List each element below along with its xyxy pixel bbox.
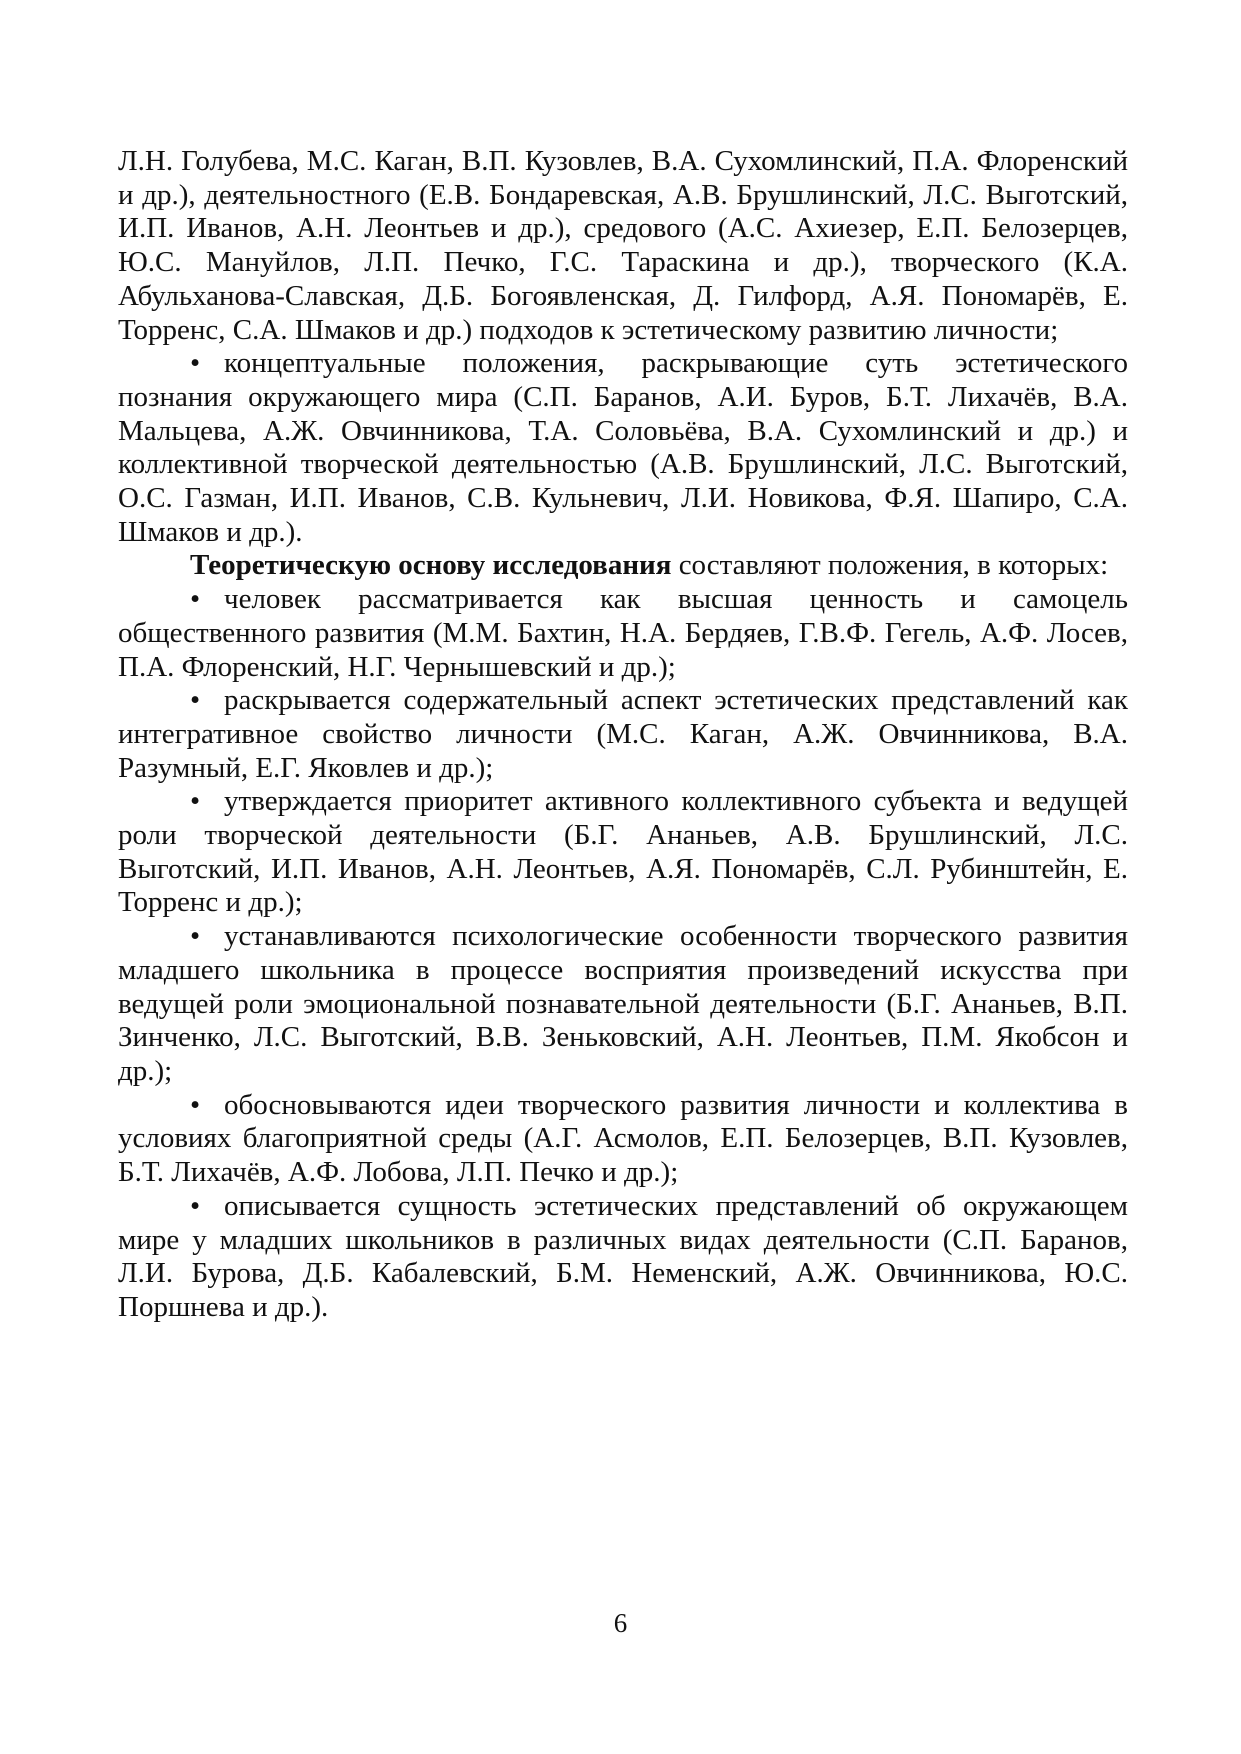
bullet-text: • раскрывается содержательный аспект эстетических представлений как интегративное свойство личности (М.С. Каган, А.Ж. Овчинникова, В.А. Разумный, Е.Г. Яковлев и др.);: [118, 684, 1128, 783]
paragraph-approaches-continued: Л.Н. Голубева, М.С. Каган, В.П. Кузовлев, В.А. Сухомлинский, П.А. Флоренский и др.), деятельностного (Е.В. Бондаревская, А.В. Брушлинский, Л.С. Выготский, И.П. Иванов, А.Н. Леонтьев и др.), средового (А.С. Ахиезер, Е.П. Белозерцев, Ю.С. Мануйлов, Л.П. Печко, Г.С. Тараскина и др.), творческого (К.А. Абульханова-Славская, Д.Б. Богоявленская, Д. Гилфорд, А.Я. Пономарёв, Е. Торренс, С.А. Шмаков и др.) подходов к эстетическому развитию личности;: [118, 145, 1128, 346]
bullet-item-aesthetic-essence: [118, 1190, 1128, 1325]
bullet-text: • утверждается приоритет активного коллективного субъекта и ведущей роли творческой деятельности (Б.Г. Ананьев, А.В. Брушлинский, Л.С. Выготский, И.П. Иванов, А.Н. Леонтьев, А.Я. Пономарёв, С.Л. Рубинштейн, Е. Торренс и др.);: [118, 785, 1128, 918]
page-number: 6: [613, 1608, 628, 1638]
paragraph-theoretical-basis: [118, 549, 1128, 583]
theoretical-basis-heading: Теоретическую основу исследования: [190, 549, 672, 582]
bullet-text: • описывается сущность эстетических представлений об окружающем мире у младших школьников в различных видах деятельности (С.П. Баранов, Л.И. Бурова, Д.Б. Кабалевский, Б.М. Неменский, А.Ж. Овчинникова, Ю.С. Поршнева и др.).: [118, 1190, 1128, 1323]
bullet-item-collective-subject: [118, 785, 1128, 920]
bullet-item-aesthetic-content: [118, 684, 1128, 785]
bullet-item-psychological-features: [118, 920, 1128, 1089]
bullet-item-creative-development: [118, 1089, 1128, 1190]
bullet-text: • обосновываются идеи творческого развития личности и коллектива в условиях благоприятной среды (А.Г. Асмолов, Е.П. Белозерцев, В.П. Кузовлев, Б.Т. Лихачёв, А.Ф. Лобова, Л.П. Печко и др.);: [118, 1089, 1128, 1188]
bullet-item-human-value: [118, 583, 1128, 684]
theoretical-basis-text: составляют положения, в которых:: [671, 549, 1109, 582]
bullet-text: • человек рассматривается как высшая ценность и самоцель общественного развития (М.М. Бахтин, Н.А. Бердяев, Г.В.Ф. Гегель, А.Ф. Лосев, П.А. Флоренский, Н.Г. Чернышевский и др.);: [118, 583, 1128, 682]
page-body: [118, 145, 1128, 1325]
bullet-text: • устанавливаются психологические особенности творческого развития младшего школьника в процессе восприятия произведений искусства при ведущей роли эмоциональной познавательной деятельности (Б.Г. Ананьев, В.П. Зинченко, Л.С. Выготский, В.В. Зеньковский, А.Н. Леонтьев, П.М. Якобсон и др.);: [118, 920, 1128, 1087]
bullet-text: • концептуальные положения, раскрывающие суть эстетического познания окружающего мира (С.П. Баранов, А.И. Буров, Б.Т. Лихачёв, В.А. Мальцева, А.Ж. Овчинникова, Т.А. Соловьёва, В.А. Сухомлинский и др.) и коллективной творческой деятельностью (А.В. Брушлинский, Л.С. Выготский, О.С. Газман, И.П. Иванов, С.В. Кульневич, Л.И. Новикова, Ф.Я. Шапиро, С.А. Шмаков и др.).: [118, 347, 1128, 548]
bullet-item-conceptual-provisions: [118, 347, 1128, 549]
